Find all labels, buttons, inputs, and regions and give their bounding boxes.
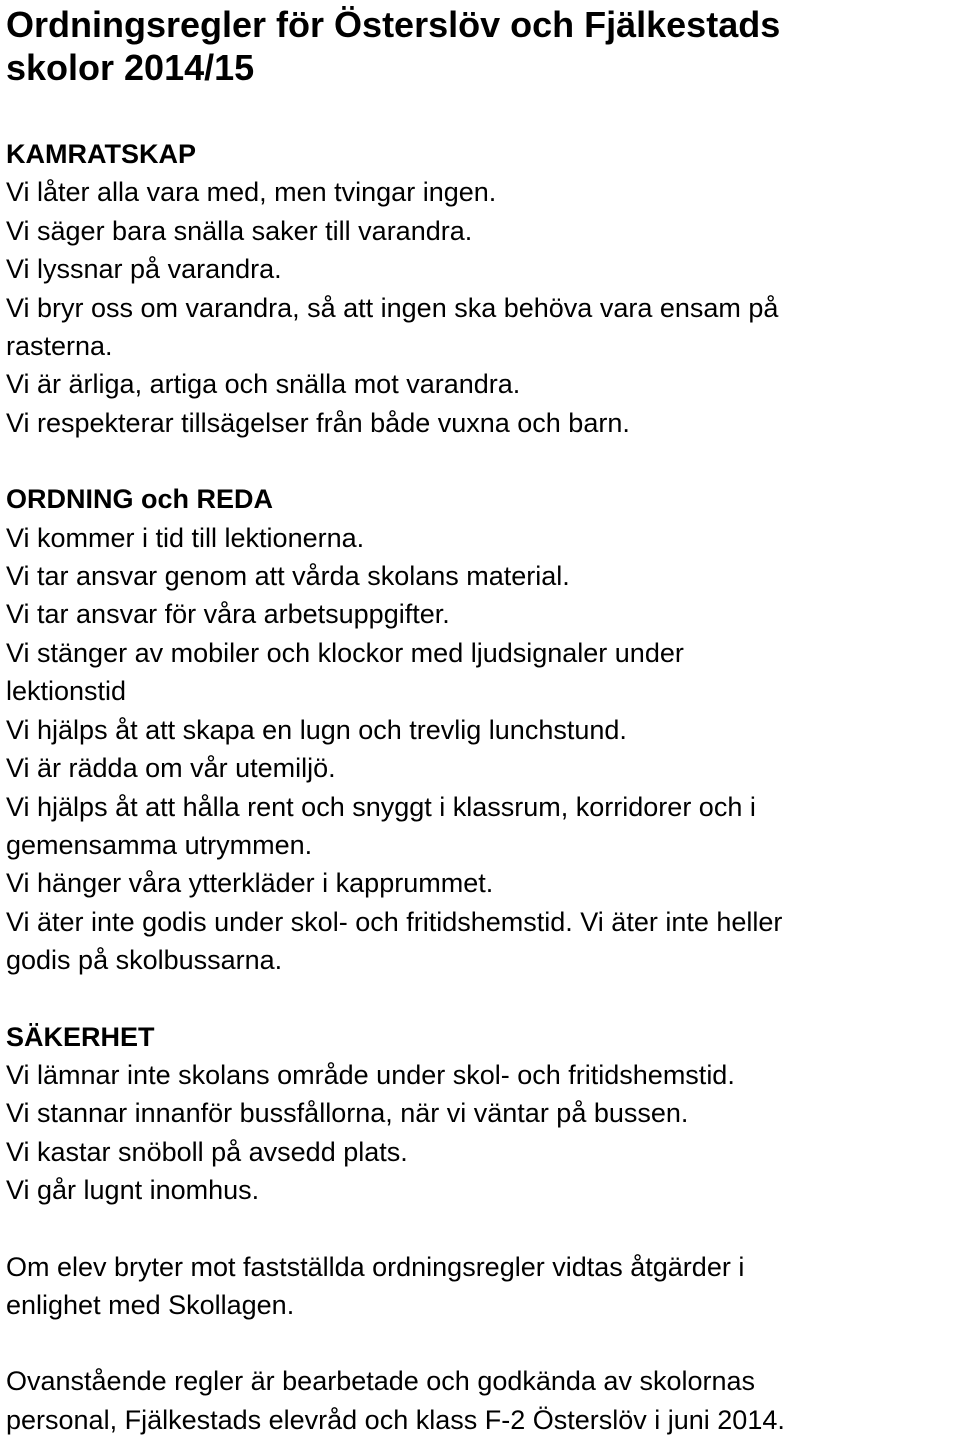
paragraph-line: personal, Fjälkestads elevråd och klass F-2 Österslöv i juni 2014.	[6, 1404, 785, 1435]
rule-line: Vi äter inte godis under skol- och fritidshemstid. Vi äter inte heller	[6, 906, 783, 937]
rule-line: godis på skolbussarna.	[6, 945, 283, 976]
section-ordning-och-reda	[6, 480, 956, 979]
title-line-1: Ordningsregler för Österslöv och Fjälkestads	[6, 4, 781, 45]
rule-line: rasterna.	[6, 331, 113, 362]
rule-line: Vi kommer i tid till lektionerna.	[6, 522, 365, 553]
rule-line: Vi hjälps åt att skapa en lugn och trevlig lunchstund.	[6, 714, 627, 745]
rule-line: Vi hänger våra ytterkläder i kapprummet.	[6, 868, 494, 899]
paragraph-line: Om elev bryter mot fastställda ordningsregler vidtas åtgärder i	[6, 1251, 745, 1282]
consequence-paragraph	[6, 1248, 956, 1325]
rule-line: Vi är rädda om vår utemiljö.	[6, 753, 336, 784]
rule-line: Vi lyssnar på varandra.	[6, 254, 282, 285]
paragraph-line: enlighet med Skollagen.	[6, 1289, 295, 1320]
rule-line: Vi kastar snöboll på avsedd plats.	[6, 1136, 408, 1167]
rule-line: Vi är ärliga, artiga och snälla mot varandra.	[6, 369, 521, 400]
section-heading: ORDNING och REDA	[6, 484, 274, 515]
rule-line: Vi respekterar tillsägelser från både vuxna och barn.	[6, 407, 630, 438]
document-page	[6, 0, 956, 1439]
rule-line: Vi går lugnt inomhus.	[6, 1175, 260, 1206]
section-heading: KAMRATSKAP	[6, 139, 196, 169]
paragraph-line: Ovanstående regler är bearbetade och godkända av skolornas	[6, 1366, 755, 1397]
rule-line: Vi stannar innanför bussfållorna, när vi väntar på bussen.	[6, 1098, 689, 1129]
section-sakerhet	[6, 1018, 956, 1210]
rule-line: Vi tar ansvar för våra arbetsuppgifter.	[6, 599, 450, 630]
rule-line: Vi tar ansvar genom att vårda skolans material.	[6, 561, 570, 592]
rule-line: gemensamma utrymmen.	[6, 829, 313, 860]
rule-line: Vi bryr oss om varandra, så att ingen ska behöva vara ensam på	[6, 292, 779, 323]
rule-line: Vi hjälps åt att hålla rent och snyggt i klassrum, korridorer och i	[6, 791, 756, 822]
rule-line: Vi låter alla vara med, men tvingar ingen.	[6, 177, 497, 208]
title-line-2: skolor 2014/15	[6, 47, 255, 88]
rule-line: Vi stänger av mobiler och klockor med ljudsignaler under	[6, 637, 684, 668]
section-kamratskap	[6, 135, 956, 442]
section-heading: SÄKERHET	[6, 1021, 155, 1052]
document-title	[6, 0, 956, 89]
rule-line: Vi lämnar inte skolans område under skol- och fritidshemstid.	[6, 1059, 735, 1090]
rule-line: Vi säger bara snälla saker till varandra.	[6, 215, 473, 246]
approval-paragraph	[6, 1362, 956, 1439]
rule-line: lektionstid	[6, 676, 127, 707]
